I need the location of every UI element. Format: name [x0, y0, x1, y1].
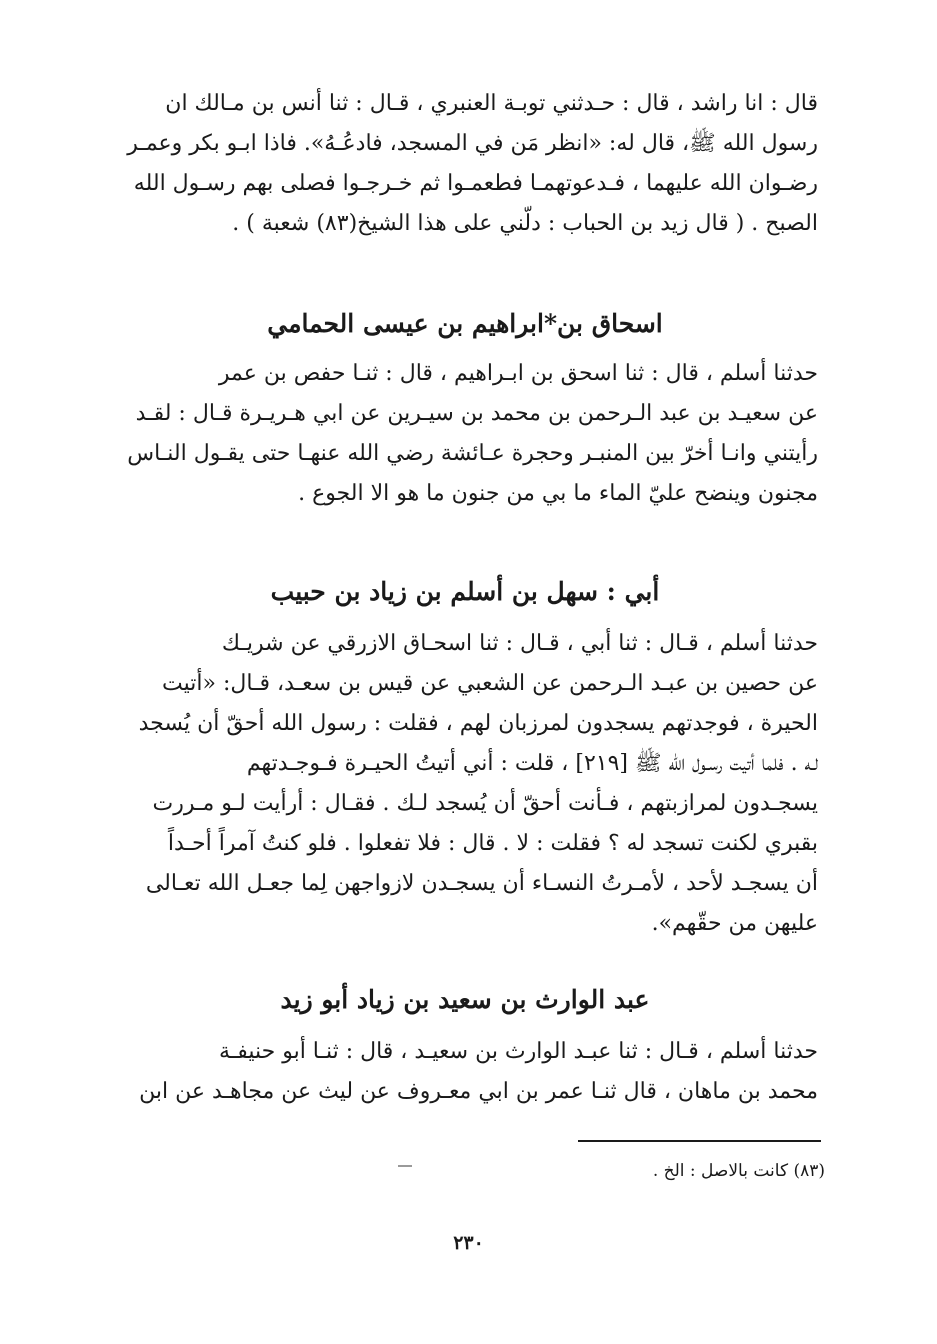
section-heading-3: عبد الوارث بن سعيد بن زياد أبو زيد: [280, 985, 650, 1014]
paragraph-line: حدثنا أسلم ، قال : ثنا اسحق بن ابـراهيم ، قال : ثنـا حفص بن عمر: [218, 361, 818, 386]
page-number: ٢٣٠: [453, 1232, 484, 1254]
paragraph-1: [112, 84, 818, 244]
section-heading-2: أبي : سهل بن أسلم بن زياد بن حبيب: [270, 577, 660, 606]
paragraph-line: محمد بن ماهان ، قال ثنـا عمر بن ابي معـروف عن ليث عن مجاهـد عن ابن: [139, 1079, 818, 1104]
paragraph-4: [112, 1032, 818, 1112]
paragraph-line: بقبري لكنت تسجد له ؟ فقلت : لا . قال : فلا تفعلوا . فلو كنتُ آمراً أحـداً: [167, 831, 818, 856]
paragraph-line: يسجـدون لمرازبتهم ، فـأنت أحقّ أن يُسجد لـك . فقـال : أرأيت لـو مـررت: [152, 791, 818, 816]
paragraph-line: قال : انا راشد ، قال : حـدثني توبـة العنبري ، قـال : ثنا أنس بن مـالك ان: [165, 91, 818, 116]
paragraph-line: عليهن من حقّهم».: [651, 911, 818, 936]
footnote: (٨٣) كانت بالاصل : الخ .: [652, 1161, 825, 1181]
paragraph-line: رأيتني وانـا أخرّ بين المنبـر وحجرة عـائشة رضي الله عنهـا حتى يقـول النـاس: [127, 441, 818, 466]
section-heading-1: اسحاق بن*ابراهيم بن عيسى الحمامي: [267, 309, 663, 338]
paragraph-3: [112, 624, 818, 944]
paragraph-line: رسول الله ﷺ، قال له: «انظر مَن في المسجد، فادعُـهُ». فاذا ابـو بكر وعمـر: [127, 131, 818, 156]
paragraph-2: [112, 354, 818, 514]
paragraph-line: عن حصين بن عبـد الـرحمن عن الشعبي عن قيس بن سعـد، قـال: «أتيت: [162, 671, 818, 696]
paragraph-line: أن يسجـد لأحد ، لأمـرتُ النسـاء أن يسجـدن لازواجهن لِما جعـل الله تعـالى: [145, 871, 818, 896]
paragraph-line: الصبح . ( قال زيد بن الحباب : دلّني على هذا الشيخ(٨٣) شعبة ) .: [232, 211, 818, 236]
paragraph-line: لـه . فلما أتيت رسـول الله ﷺ [٢١٩] ، قلت : أني أتيتُ الحيـرة فـوجـدتهم: [246, 751, 818, 776]
paragraph-line: حدثنا أسلم ، قـال : ثنا عبـد الوارث بن سعيـد ، قال : ثنـا أبو حنيفـة: [218, 1039, 818, 1064]
paragraph-line: الحيرة ، فوجدتهم يسجدون لمرزبان لهم ، فقلت : رسول الله أحقّ أن يُسجد: [138, 711, 818, 736]
footnote-divider: [578, 1140, 821, 1142]
paragraph-line: مجنون وينضح عليّ الماء ما بي من جنون ما هو الا الجوع .: [298, 481, 818, 506]
paragraph-line: رضـوان الله عليهما ، فـدعوتهمـا فطعمـوا ثم خـرجـوا فصلى بهم رسـول الله: [133, 171, 818, 196]
paragraph-line: عن سعيـد بن عبد الـرحمن بن محمد بن سيـرين عن ابي هـريـرة قـال : لقـد: [135, 401, 818, 426]
paragraph-line: حدثنا أسلم ، قـال : ثنا أبي ، قـال : ثنا اسحـاق الازرقي عن شريـك: [221, 631, 818, 656]
